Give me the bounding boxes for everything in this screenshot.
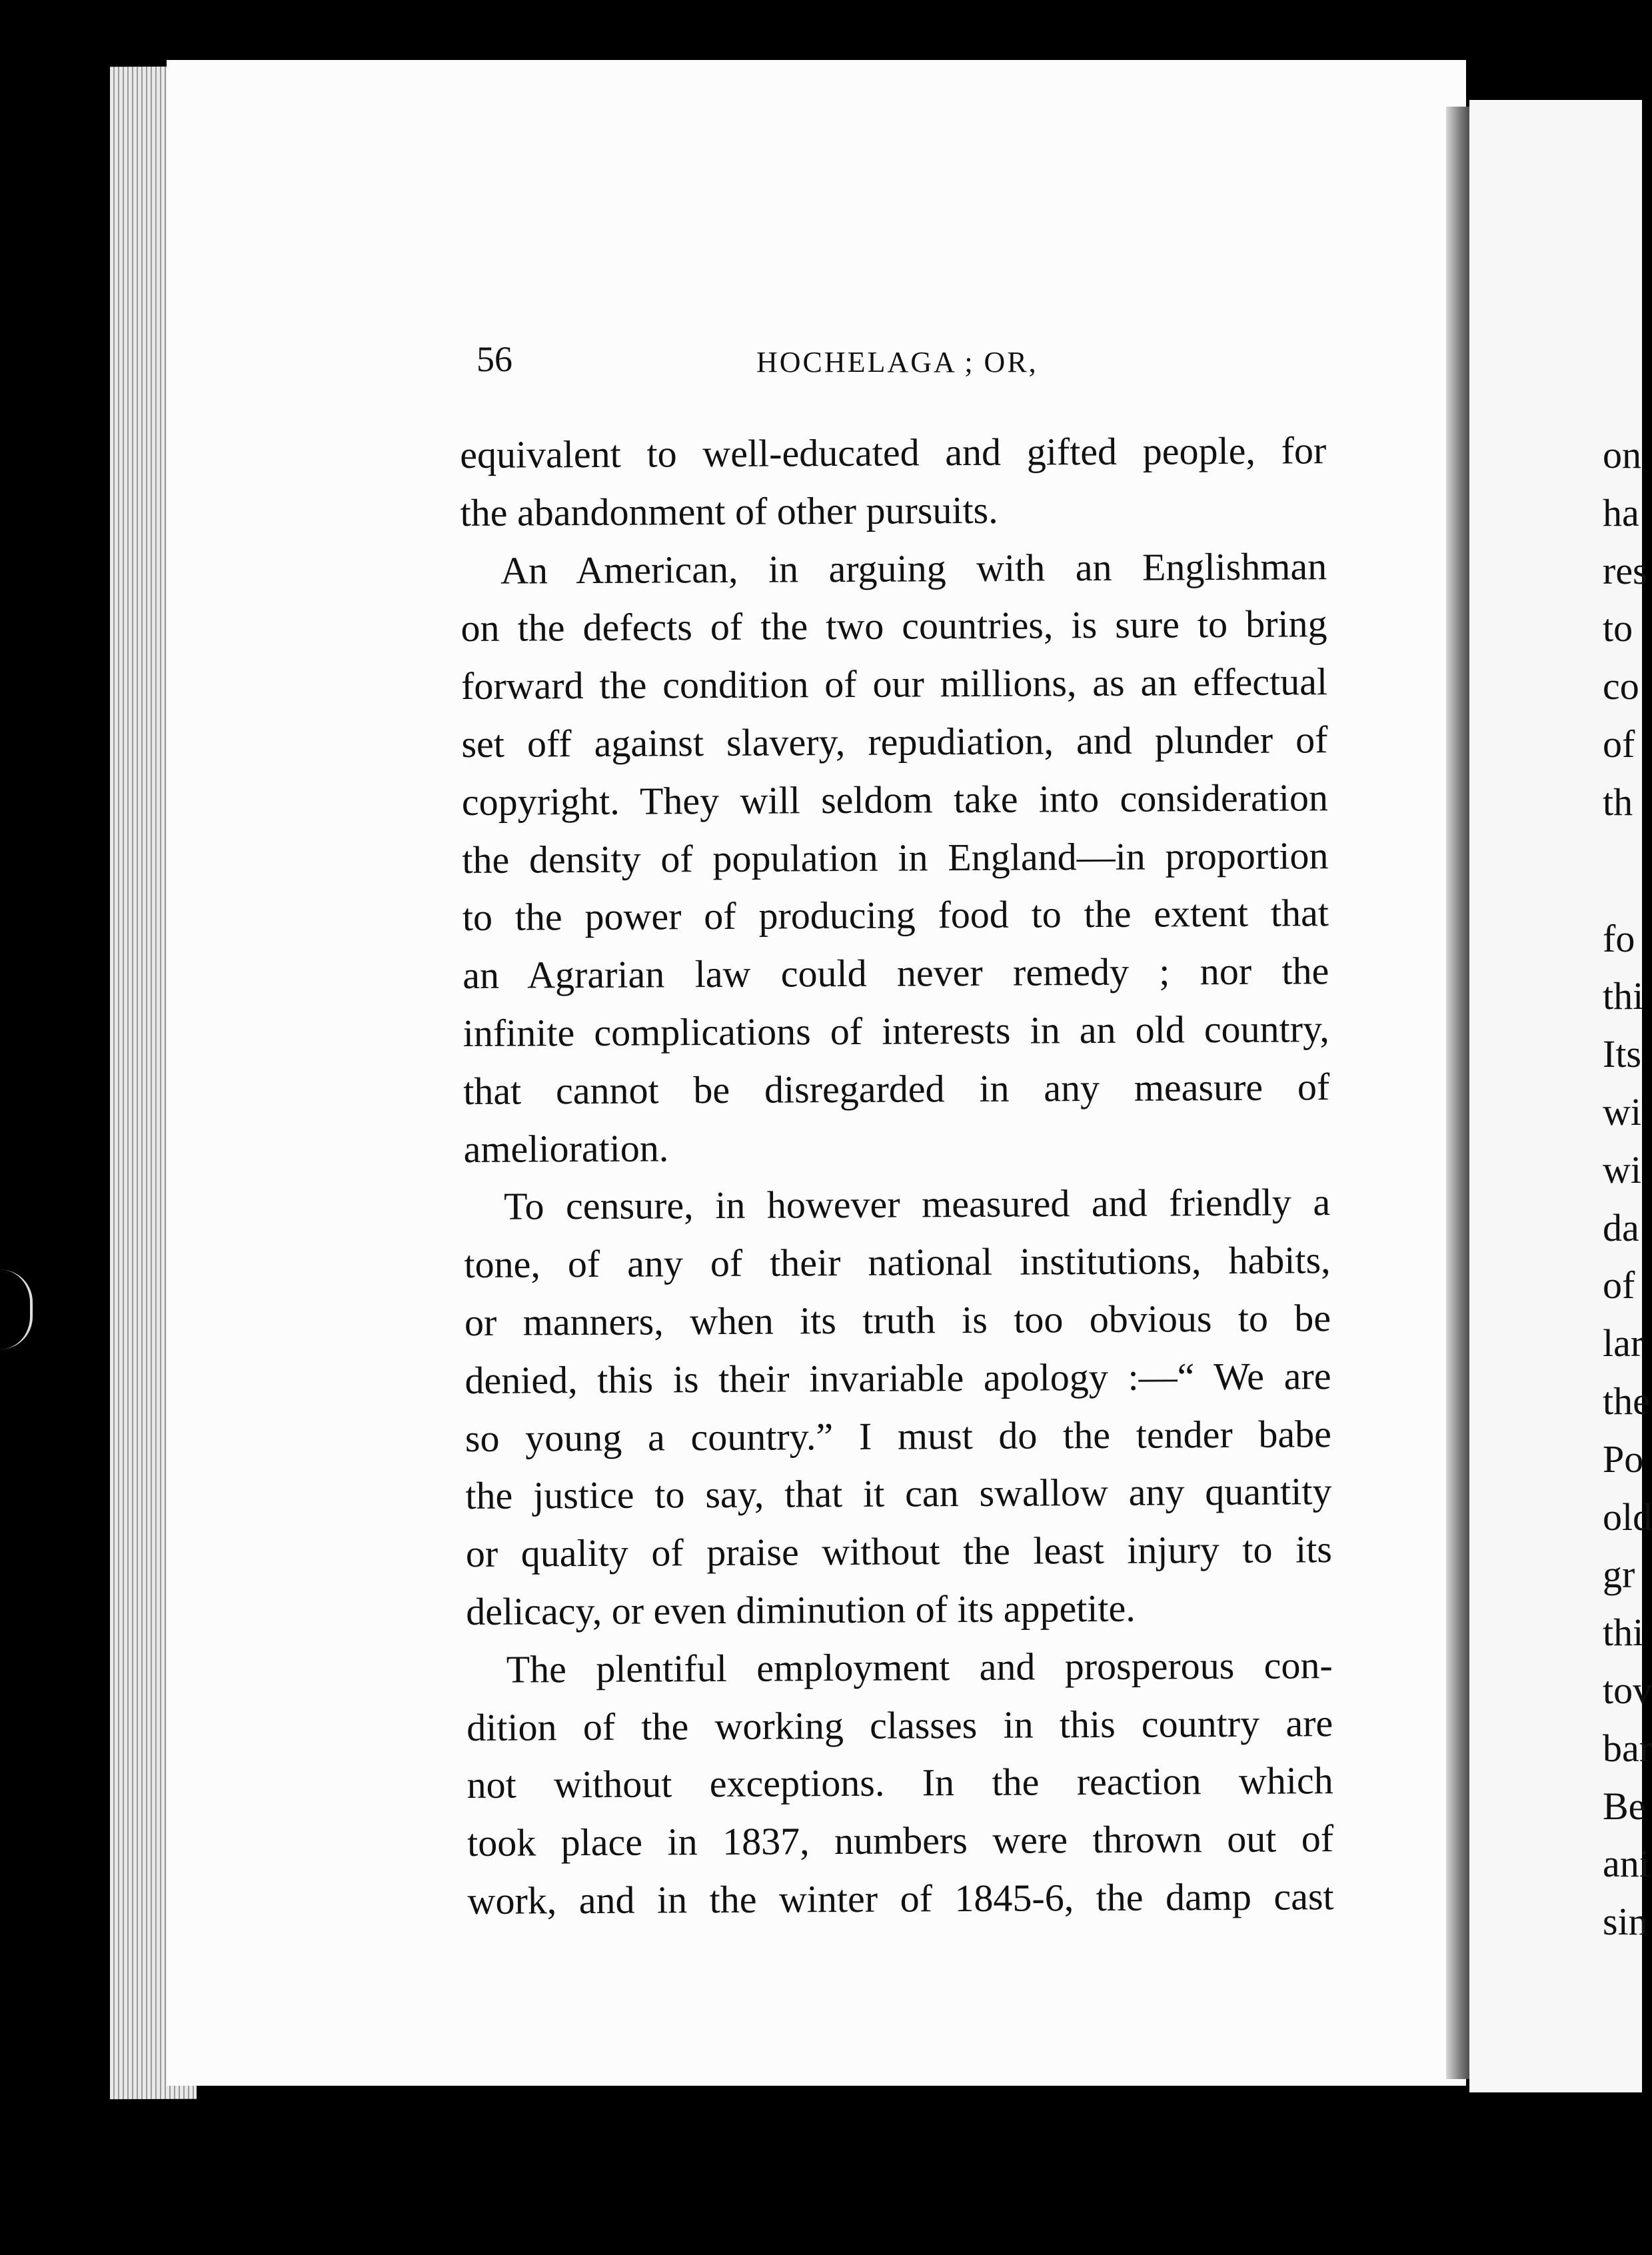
- text-line: set off against slavery, repudiation, and plunder of: [461, 718, 1328, 766]
- text-line: to the power of producing food to the extent that: [462, 891, 1329, 940]
- facing-line: fo: [1603, 916, 1635, 960]
- text-line: took place in 1837, numbers were thrown out of: [466, 1817, 1334, 1865]
- page-number: 56: [476, 339, 512, 379]
- facing-line: the: [1603, 1379, 1650, 1423]
- facing-line: wi: [1603, 1090, 1641, 1133]
- facing-line: Its: [1603, 1032, 1641, 1076]
- facing-line: thi: [1603, 974, 1644, 1018]
- paragraph-gap: [1603, 832, 1649, 910]
- text-line: so young a country.” I must do the tender babe: [464, 1411, 1332, 1460]
- facing-line: da: [1603, 1205, 1639, 1249]
- text-line: on the defects of the two countries, is sure to bring: [460, 602, 1327, 650]
- facing-page-text: [1603, 426, 1652, 1951]
- book-gutter: [1446, 107, 1473, 2079]
- text-line: equivalent to well-educated and gifted people, for: [460, 428, 1327, 476]
- text-line: or manners, when its truth is too obvious to be: [464, 1296, 1331, 1344]
- text-line: delicacy, or even diminution of its appetite.: [466, 1586, 1136, 1633]
- facing-line: res: [1603, 548, 1648, 592]
- facing-line: tov: [1603, 1668, 1652, 1712]
- text-line: To censure, in however measured and friendly a: [503, 1180, 1331, 1229]
- text-line: that cannot be disregarded in any measure of: [463, 1064, 1330, 1113]
- text-line: An American, in arguing with an Englishman: [500, 544, 1327, 592]
- text-line: amelioration.: [463, 1126, 669, 1171]
- facing-line: gr: [1603, 1553, 1635, 1597]
- facing-line: of: [1603, 722, 1635, 766]
- text-line: infinite complications of interests in an old country,: [462, 1007, 1329, 1055]
- facing-line: old: [1603, 1495, 1652, 1539]
- facing-line: ani: [1603, 1842, 1650, 1886]
- running-head-title: HOCHELAGA ; OR,: [756, 346, 1038, 378]
- text-line: The plentiful employment and prosperous con-: [506, 1643, 1333, 1691]
- facing-line: Po: [1603, 1437, 1644, 1481]
- facing-line: ha: [1603, 490, 1639, 534]
- text-line: copyright. They will seldom take into consideration: [461, 775, 1329, 824]
- text-line: work, and in the winter of 1845-6, the damp cast: [467, 1875, 1334, 1922]
- binder-clip-mark: [0, 1269, 33, 1349]
- text-line: denied, this is their invariable apology :—“ We are: [464, 1353, 1331, 1402]
- text-line: forward the condition of our millions, as an effectual: [460, 660, 1328, 708]
- text-line: the abandonment of other pursuits.: [460, 488, 998, 534]
- facing-line: bar: [1603, 1726, 1652, 1770]
- facing-line: lar: [1603, 1321, 1644, 1365]
- text-line: tone, of any of their national institutions, habits,: [464, 1238, 1331, 1287]
- running-head: [476, 339, 1329, 392]
- facing-line: co: [1603, 664, 1639, 708]
- text-line: the justice to say, that it can swallow any quantity: [465, 1469, 1332, 1518]
- text-line: dition of the working classes in this country are: [466, 1701, 1333, 1749]
- facing-line: wi: [1603, 1147, 1641, 1191]
- text-line: or quality of praise without the least injury to its: [465, 1527, 1333, 1576]
- text-line: an Agrarian law could never remedy ; nor the: [462, 949, 1329, 998]
- text-line: not without exceptions. In the reaction which: [466, 1759, 1333, 1807]
- facing-line: thi: [1603, 1611, 1644, 1655]
- facing-line: of: [1603, 1263, 1635, 1307]
- facing-line: th: [1603, 780, 1633, 824]
- facing-line: on: [1603, 433, 1641, 476]
- text-line: the density of population in England—in proportion: [462, 833, 1329, 882]
- body-text: [460, 422, 1334, 1930]
- facing-line: to: [1603, 606, 1633, 650]
- facing-line: sin: [1603, 1900, 1648, 1944]
- facing-line: Be: [1603, 1784, 1646, 1828]
